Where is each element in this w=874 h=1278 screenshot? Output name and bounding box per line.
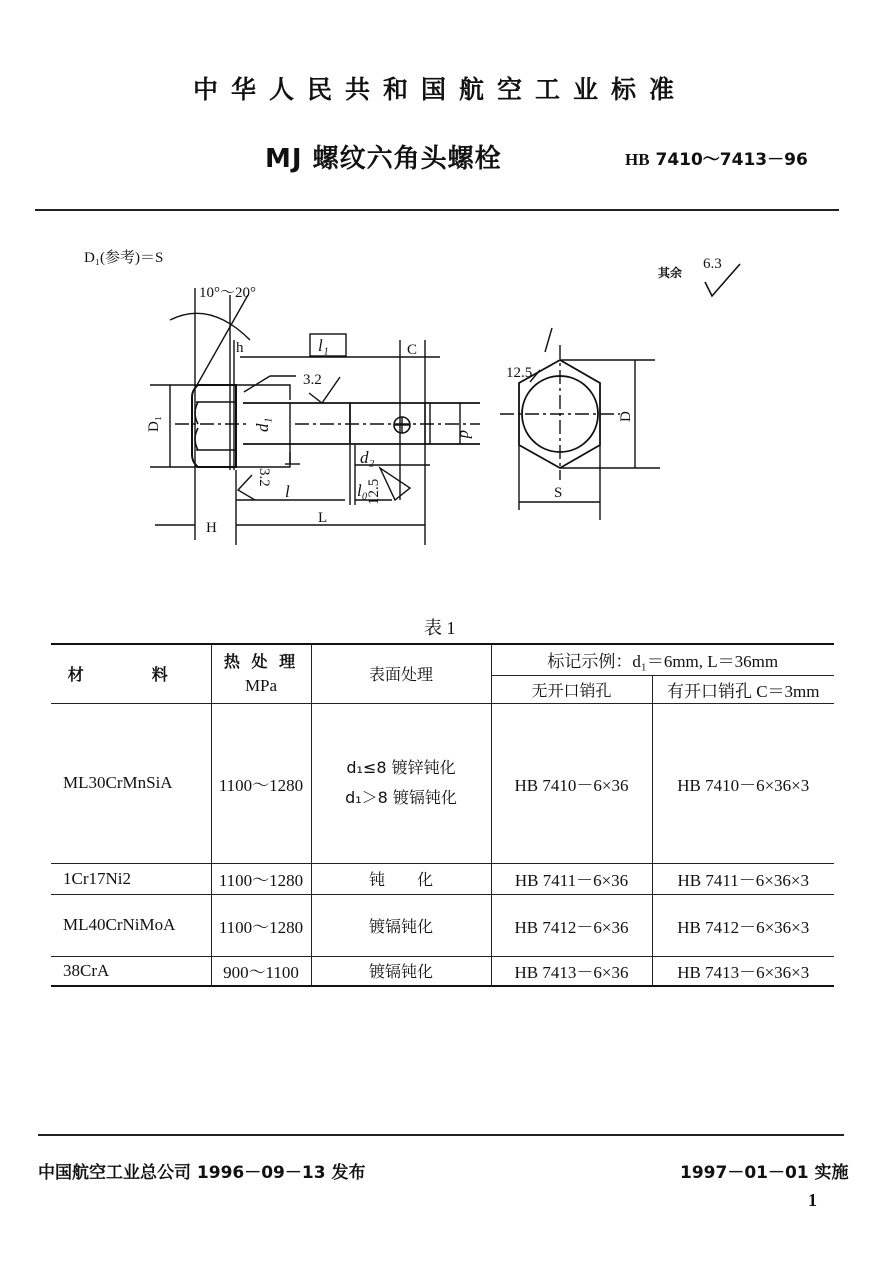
cell-material: ML30CrMnSiA (51, 703, 211, 863)
label-H: H (206, 520, 217, 536)
header-heat-treatment: 热 处 理 MPa (211, 644, 311, 703)
cell-heat-treatment: 1100～1280 (211, 894, 311, 956)
roughness-hole: 12.5 (366, 478, 382, 505)
table-caption: 表 1 (424, 618, 456, 638)
label-L: L (318, 510, 328, 526)
label-d1-head: D₁ (146, 415, 162, 432)
cell-material: 38CrA (51, 956, 211, 986)
table-row (51, 863, 834, 894)
document-code-prefix: HB (625, 150, 650, 169)
label-c: C (407, 342, 418, 358)
cell-heat-treatment: 900～1100 (211, 956, 311, 986)
label-l0: l₀ (357, 481, 368, 500)
label-d2: d₂ (360, 448, 375, 467)
angle-label: 10°～20° (199, 285, 256, 301)
document-code (625, 145, 808, 170)
cell-marking-without-hole: HB 7410－6×36 (491, 703, 652, 863)
footer-divider (38, 1134, 844, 1136)
roughness-hex: 12.5 (506, 365, 533, 381)
table-row (51, 703, 834, 863)
cell-surface-treatment: 镀镉钝化 (311, 894, 491, 956)
page-number: 1 (808, 1190, 817, 1210)
header-divider (35, 209, 839, 211)
specification-table (51, 643, 834, 987)
table-row (51, 956, 834, 986)
cell-heat-treatment: 1100～1280 (211, 703, 311, 863)
cell-marking-without-hole: HB 7412－6×36 (491, 894, 652, 956)
cell-marking-with-hole: HB 7413－6×36×3 (652, 956, 834, 986)
issuer-and-issue-date: 中国航空工业总公司 1996－09－13 发布 (38, 1163, 366, 1183)
cell-marking-without-hole: HB 7411－6×36 (491, 863, 652, 894)
standard-title: 中华人民共和国航空工业标准 (192, 75, 687, 104)
roughness-shank: 3.2 (303, 372, 322, 388)
header-without-cotter-hole: 无开口销孔 (491, 675, 652, 703)
label-l: l (285, 482, 290, 501)
cell-marking-without-hole: HB 7413－6×36 (491, 956, 652, 986)
cell-marking-with-hole: HB 7410－6×36×3 (652, 703, 834, 863)
header-material: 材 料 (51, 644, 211, 703)
roughness-rest-label: 其余 (658, 266, 683, 280)
roughness-rest-value: 6.3 (703, 256, 722, 272)
header-marking-example: 标记示例：d₁＝6mm, L＝36mm (491, 644, 834, 675)
cell-surface-treatment: 钝 化 (311, 863, 491, 894)
label-D: D (618, 411, 634, 422)
label-l1: l₁ (318, 336, 329, 355)
cell-surface-treatment: 镀镉钝化 (311, 956, 491, 986)
cell-material: 1Cr17Ni2 (51, 863, 211, 894)
label-h: h (236, 340, 244, 356)
cell-heat-treatment: 1100～1280 (211, 863, 311, 894)
label-S: S (554, 485, 563, 501)
header-surface-treatment: 表面处理 (311, 644, 491, 703)
cell-material: ML40CrNiMoA (51, 894, 211, 956)
document-code-number: 7410～7413－96 (655, 150, 808, 170)
header-with-cotter-hole: 有开口销孔 C＝3mm (652, 675, 834, 703)
roughness-head: 3.2 (256, 468, 272, 487)
bolt-technical-drawing (0, 230, 874, 560)
document-title: MJ 螺纹六角头螺栓 (265, 144, 502, 174)
label-d1: d₁ (253, 417, 272, 432)
label-d: d (456, 430, 475, 439)
cell-marking-with-hole: HB 7411－6×36×3 (652, 863, 834, 894)
effective-date: 1997－01－01 实施 (680, 1163, 849, 1183)
table-row (51, 894, 834, 956)
cell-surface-treatment: d₁≤8 镀锌钝化 d₁＞8 镀镉钝化 (311, 703, 491, 863)
cell-marking-with-hole: HB 7412－6×36×3 (652, 894, 834, 956)
reference-note: D₁(参考)＝S (84, 250, 164, 266)
